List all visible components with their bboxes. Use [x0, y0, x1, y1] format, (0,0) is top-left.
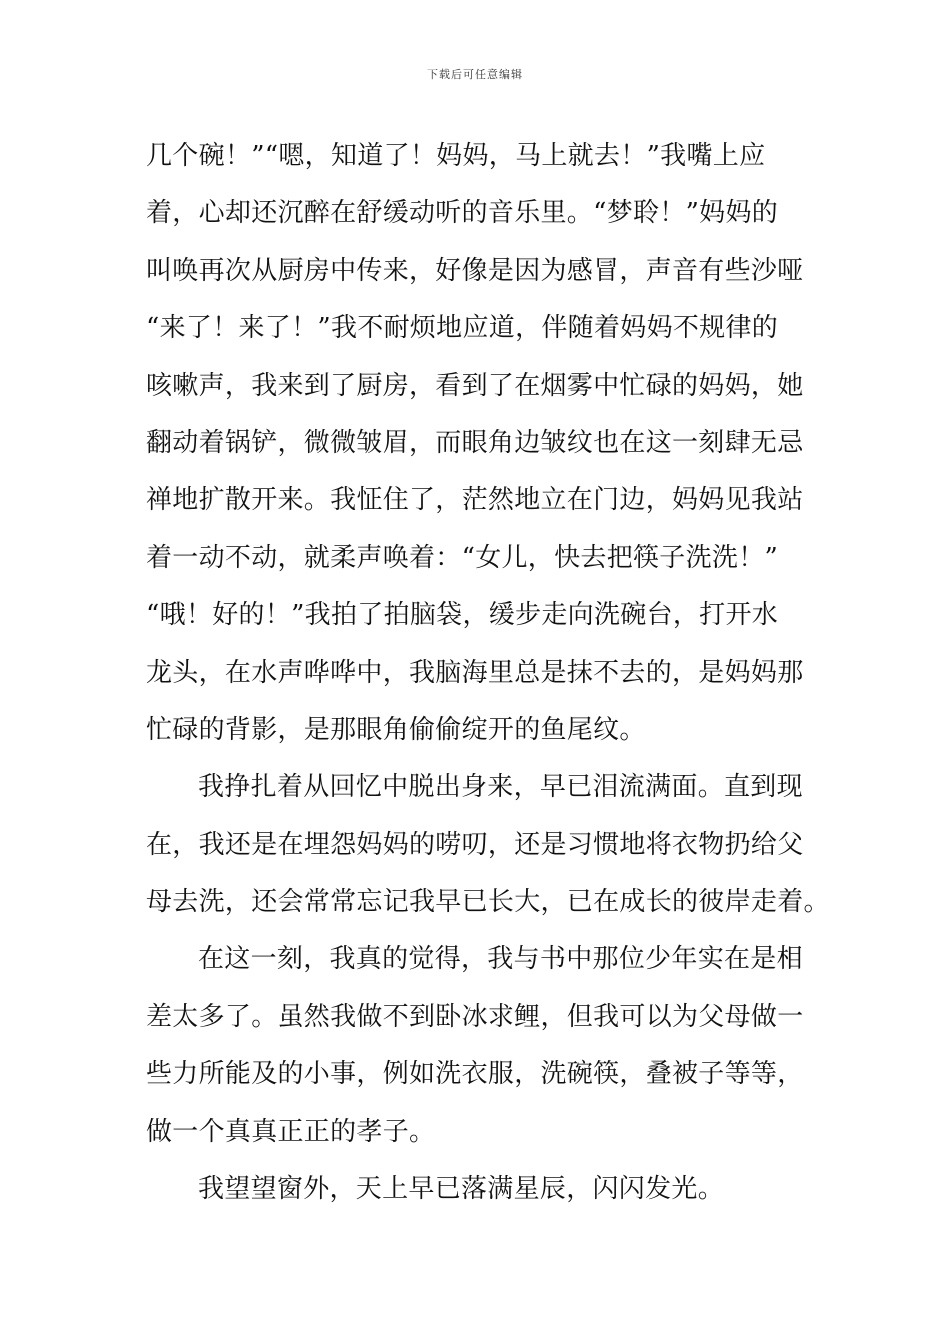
text-line: 母去洗，还会常常忘记我早已长大，已在成长的彼岸走着。	[146, 887, 830, 918]
text-line: “哦！好的！”我拍了拍脑袋，缓步走向洗碗台，打开水	[146, 600, 779, 631]
text-line: 咳嗽声，我来到了厨房，看到了在烟雾中忙碌的妈妈，她	[146, 370, 804, 401]
text-line: 翻动着锅铲，微微皱眉，而眼角边皱纹也在这一刻肆无忌	[146, 427, 804, 458]
text-line: 龙头，在水声哗哗中，我脑海里总是抹不去的，是妈妈那	[146, 657, 804, 688]
text-line: 我望望窗外，天上早已落满星辰，闪闪发光。	[198, 1174, 725, 1205]
text-line: 做一个真真正正的孝子。	[146, 1116, 436, 1147]
text-line: 些力所能及的小事，例如洗衣服，洗碗筷，叠被子等等，	[146, 1059, 804, 1090]
text-line: 差太多了。虽然我做不到卧冰求鲤，但我可以为父母做一	[146, 1001, 804, 1032]
text-line: “来了！来了！”我不耐烦地应道，伴随着妈妈不规律的	[146, 313, 779, 344]
document-body	[146, 128, 830, 1218]
text-line: 禅地扩散开来。我怔住了，茫然地立在门边，妈妈见我站	[146, 485, 804, 516]
text-line: 几个碗！”“嗯，知道了！妈妈，马上就去！”我嘴上应	[146, 141, 766, 171]
text-line: 在这一刻，我真的觉得，我与书中那位少年实在是相	[198, 944, 803, 975]
text-line: 忙碌的背影，是那眼角偷偷绽开的鱼尾纹。	[146, 714, 646, 745]
text-line: 叫唤再次从厨房中传来，好像是因为感冒，声音有些沙哑	[146, 255, 804, 286]
text-line: 在，我还是在埋怨妈妈的唠叨，还是习惯地将衣物扔给父	[146, 829, 804, 860]
text-line: 着，心却还沉醉在舒缓动听的音乐里。“梦聆！”妈妈的	[146, 198, 779, 229]
page-header: 下载后可任意编辑	[427, 68, 523, 81]
text-line: 我挣扎着从回忆中脱出身来，早已泪流满面。直到现	[198, 772, 803, 803]
text-line: 着一动不动，就柔声唤着：“女儿，快去把筷子洗洗！”	[146, 542, 779, 573]
